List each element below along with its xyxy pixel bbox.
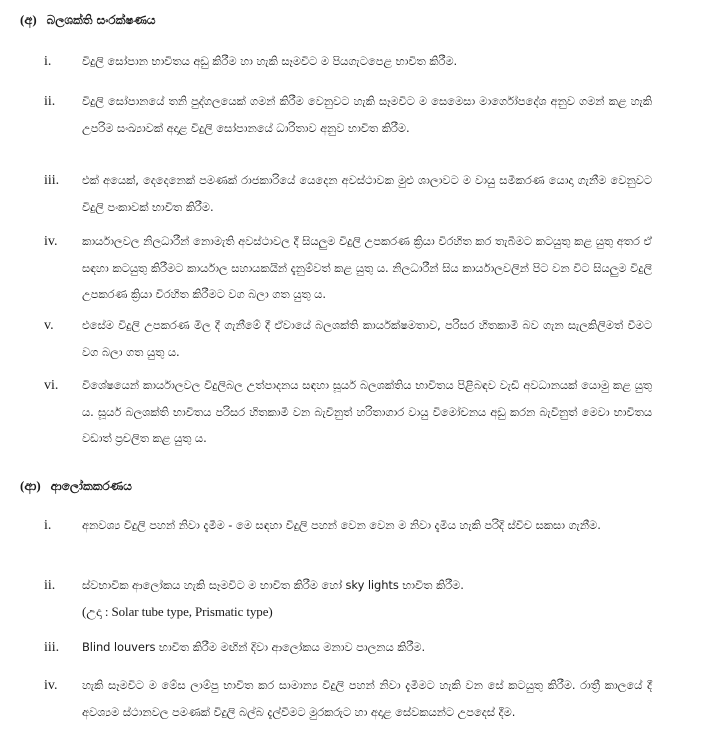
section-b-letter: (ආ) [20, 478, 41, 493]
section-a-letter: (අ) [20, 12, 37, 27]
item-number: iv. [44, 234, 58, 249]
item-number: iii. [44, 640, 60, 655]
item-number: i. [44, 518, 52, 533]
item-number: iv. [44, 678, 58, 693]
item-text: විදුලි සෝපාන භාවිතය අඩු කිරීම හා හැකි සෑමවිට ම පියගැටපෙළ භාවිත කිරීම. [82, 54, 458, 68]
item-number: i. [44, 54, 52, 69]
item-number: iii. [44, 173, 60, 188]
section-a-heading [20, 12, 156, 28]
item-text: එක් අයෙක්, දෙදෙනෙක් පමණක් රාජකාරියේ යෙදෙන අවස්ථාවක මුළු ශාලාවට ම වායු සමීකරණ යොදා ගැනීම වෙනුවට විදුලි පංකාවක් භාවිත කිරීම. [82, 173, 652, 214]
item-text: එසේම විදුලි උපකරණ මිල දී ගැනීමේ දී ඒවායේ බලශක්ති කාර්යක්ෂමතාව, පරිසර හිතකාමී බව ගැන සැලකිලිමත් වීමට වග බලා ගත යුතු ය. [82, 318, 652, 359]
section-a-title: බලශක්ති සංරක්ෂණය [46, 13, 156, 27]
item-text: විදුලි සෝපානයේ තනි පුද්ගලයෙක් ගමන් කිරීම වෙනුවට හැකි සෑමවිට ම සෙමෙසා මාර්ගෝපදේශ අනුව ගමන් කළ හැකි උපරිම සංඛ්‍යාවක් අදාළ විදුලි සෝපානයේ ධාරිතාව අනුව භාවිත කිරීම. [82, 94, 652, 135]
item-text: විශේෂයෙන් කාර්යාලවල විදුලිබල උත්පාදනය සඳහා සූර්ය බලශක්තිය භාවිතය පිළිබඳව වැඩි අවධානයක් යොමු කළ යුතු ය. සූර්ය බලශක්ති භාවිතය පරිසර හිතකාමී වන බැවිනුත් හරිතාගාර වායු විමෝචනය අඩු කරන බැවිනුත් මෙවා භාවිතය වඩාත් ප්‍රචලිත කළ යුතු ය. [82, 378, 652, 445]
item-text [82, 572, 652, 625]
item-number: ii. [44, 94, 56, 109]
item-number: v. [44, 318, 54, 333]
item-example-text: (උදා : Solar tube type, Prismatic type) [82, 603, 273, 619]
item-text: කාර්යාලවල නිලධාරීන් නොමැති අවස්ථාවල දී සියලුම විදුලි උපකරණ ක්‍රියා විරහිත කර තැබීමට කටයුතු කළ යුතු අතර ඒ සඳහා කටයුතු කිරීමට කාර්යාල සහායකයින් දැනුම්වත් කළ යුතු ය. නිලධාරීන් සිය කාර්යාලවලින් පිට වන විට සියලුම විදුලි උපකරණ ක්‍රියා විරහිත කිරීමට වග බලා ගත යුතු ය. [82, 234, 652, 301]
item-main-text: ස්වභාවික ආලෝකය හැකි සෑමවිට ම භාවිත කිරීම හෝ sky lights භාවිත කිරීම. [82, 578, 464, 592]
item-number: ii. [44, 578, 56, 593]
item-text: Blind louvers භාවිත කිරීම මඟින් දිවා ආලෝකය මනාව පාලනය කිරීම. [82, 640, 426, 654]
item-text: හැකි සෑමවිට ම මේස ලාම්පු භාවිත කර සාමාන්‍ය විදුලි පහන් නිවා දැමීමට හැකි වන සේ කටයුතු කිරීම. රාත්‍රී කාලයේ දී අවශ්‍යම ස්ථානවල පමණක් විදුලි බල්බ දැල්වීමට මුරකරුට හා අදාළ සේවකයන්ට උපදෙස් දීම. [82, 678, 652, 719]
section-b-title: ආලෝකකරණය [50, 479, 132, 493]
section-b-heading [20, 478, 132, 494]
item-text: අනවශ්‍ය විදුලි පහන් නිවා දැමීම - මෙ සඳහා විදුලි පහන් වෙන වෙන ම නිවා දැමිය හැකි පරිදි ස්විච සකසා ගැනීම. [82, 518, 601, 532]
item-number: vi. [44, 378, 59, 393]
